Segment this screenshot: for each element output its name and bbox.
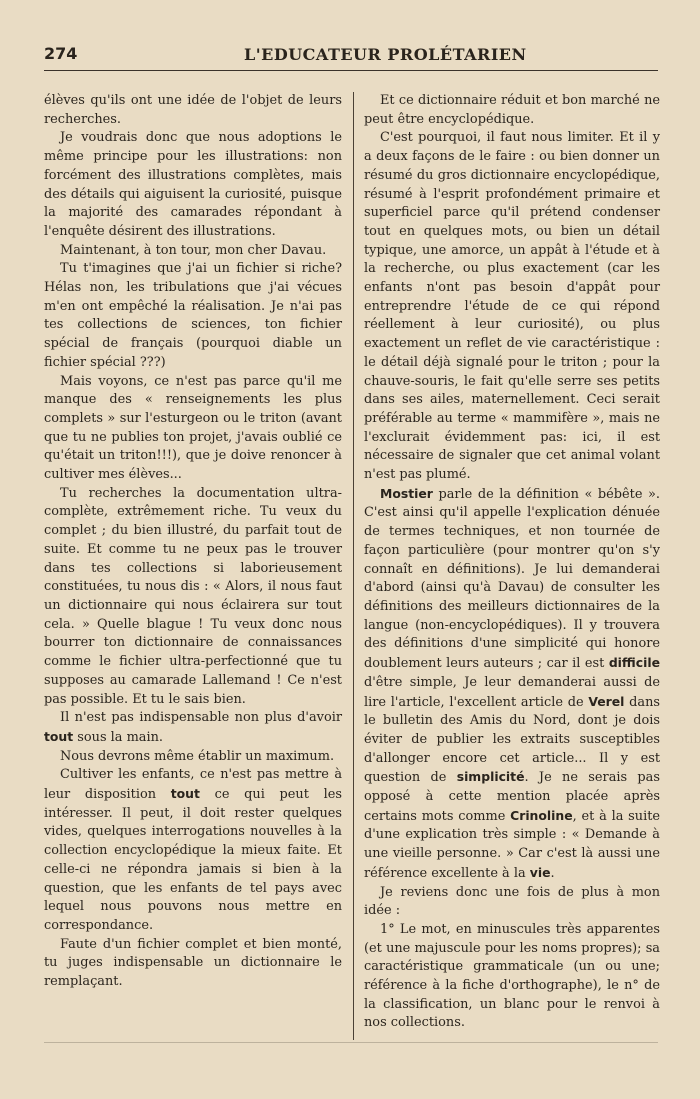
paragraph: C'est pourquoi, il faut nous limiter. Et il y a deux façons de le faire : ou bien donner un résumé du gros dictionnaire encyclopédique, résumé à l'esprit profondément primaire et superficiel parce qu'il prétend condenser tout en quelques mots, ou bien un détail typique, une amorce, un appât à l'étude et à la recherche, ou plus exactement (car les enfants n'ont pas besoin d'appât pour entreprendre l'étude de ce qui répond réellement à leur curiosité), ou plus exactement un reflet de vie caractéristique : le détail déjà signalé pour le triton ; pour la chauve-souris, le fait qu'elle serre ses petits dans ses ailes, maternellement. Ceci serait préférable au terme « mammifère », mais ne l'exclurait évidemment pas: ici, il est nécessaire de signaler que cet animal volant n'est pas plumé. — [364, 130, 660, 483]
author-name: Verel — [588, 693, 625, 709]
column-divider — [353, 92, 354, 1040]
right-column — [364, 92, 660, 1033]
text-run: parle de la définition « bébête ». C'est ainsi qu'il appelle l'explication dénuée de termes techniques, et non tournée de façon particulière (pour montrer qu'on s'y connaît en définitions). Je lui demanderai d'abord (ainsi qu'à Davau) de consulter les définitions des meilleurs dictionnaires de la langue (non-encyclopédiques). Il y trouvera des définitions d'une simplicité qui honore doublement leurs auteurs ; car il est — [364, 486, 660, 672]
paragraph: Tu t'imagines que j'ai un fichier si riche? Hélas non, les tribulations que j'ai vécues m'en ont empêché la réalisation. Je n'ai pas tes collections de sciences, ton fichier spécial de français (pourquoi diable un fichier spécial ???) — [44, 261, 342, 370]
page-header — [44, 44, 658, 71]
journal-title: L'EDUCATEUR PROLÉTARIEN — [244, 45, 527, 64]
text-run: Cultiver les enfants, ce n'est pas mettre à leur disposition — [44, 767, 342, 803]
paragraph: Je voudrais donc que nous adoptions le même principe pour les illustrations: non forcément des illustrations complètes, mais des détails qui aiguisent la curiosité, puisque la majorité des camarades répondant à l'enquête désirent des illustrations. — [44, 130, 342, 239]
left-column — [44, 92, 342, 992]
emphasis: simplicité — [456, 769, 525, 785]
text-run: d'être simple, Je leur demanderai aussi de lire l'article, l'excellent article de — [364, 674, 660, 710]
paragraph: Je reviens donc une fois de plus à mon idée : — [364, 884, 660, 919]
paragraph — [44, 766, 342, 935]
page-number: 274 — [44, 44, 78, 63]
emphasis: Crinoline — [510, 807, 573, 823]
text-run: sous la main. — [73, 729, 164, 745]
paragraph: Nous devrons même établir un maximum. — [60, 748, 335, 764]
paragraph: Maintenant, à ton tour, mon cher Davau. — [60, 242, 327, 258]
emphasis: vie — [529, 864, 551, 880]
author-name: Mostier — [380, 485, 433, 501]
paragraph: Faute d'un fichier complet et bien monté, tu juges indispensable un dictionnaire le remplaçant. — [44, 936, 342, 990]
paragraph: Mais voyons, ce n'est pas parce qu'il me manque des « renseignements les plus complets » sur l'esturgeon ou le triton (avant que tu ne publies ton projet, j'avais oublié ce qu'était un triton!!!), que je doive renoncer à cultiver mes élèves... — [44, 373, 342, 483]
emphasis: difficile — [608, 655, 660, 671]
paragraph — [44, 709, 342, 747]
emphasis: tout — [44, 728, 74, 744]
paragraph: Tu recherches la documentation ultra-complète, extrêmement riche. Tu veux du complet ; du bien illustré, du parfait tout de suite. Et comme tu ne peux pas le trouver dans tes collections si laborieusement constituées, tu nous dis : « Alors, il nous faut un dictionnaire qui nous éclairera sur tout cela. » Quelle blague ! Tu veux donc nous bourrer ton dictionnaire de connaissances comme le fichier ultra-perfectionné que tu supposes au camarade Lallemand ! Ce n'est pas possible. Et tu le sais bien. — [44, 485, 342, 707]
paragraph: élèves qu'ils ont une idée de l'objet de leurs recherches. — [44, 93, 342, 127]
text-run: . — [550, 865, 555, 881]
paragraph: Et ce dictionnaire réduit et bon marché ne peut être encyclopédique. — [364, 93, 660, 127]
text-run: ce qui peut les intéresser. Il peut, il doit rester quelques vides, quelques interrogations nouvelles à la collection encyclopédique la mieux faite. Et celle-ci ne répondra jamais si bien à la question, que les enfants de tel pays avec lequel nous pouvons nous mettre en correspondance. — [44, 787, 342, 933]
paragraph — [364, 485, 660, 884]
text-run: dans le bulletin des Amis du Nord, dont je dois éviter de publier les extraits susceptibles d'allonger encore cet article... Il y est question de — [364, 694, 661, 786]
text-run: , et à la suite d'une explication très simple : « Demande à une vieille personne. » Car c'est là aussi une référence excellente à la — [364, 808, 661, 881]
paragraph: 1° Le mot, en minuscules très apparentes (et une majuscule pour les noms propres); sa caractéristique grammaticale (un ou une; référence à la fiche d'orthographe), le n° de la classification, un blanc pour le renvoi à nos collections. — [364, 921, 660, 1031]
text-run: . Je ne serais pas opposé à cette mention placée après certains mots comme — [364, 770, 660, 824]
footer-rule — [44, 1042, 658, 1043]
text-run: Il n'est pas indispensable non plus d'avoir — [60, 710, 342, 726]
emphasis: tout — [170, 786, 200, 802]
